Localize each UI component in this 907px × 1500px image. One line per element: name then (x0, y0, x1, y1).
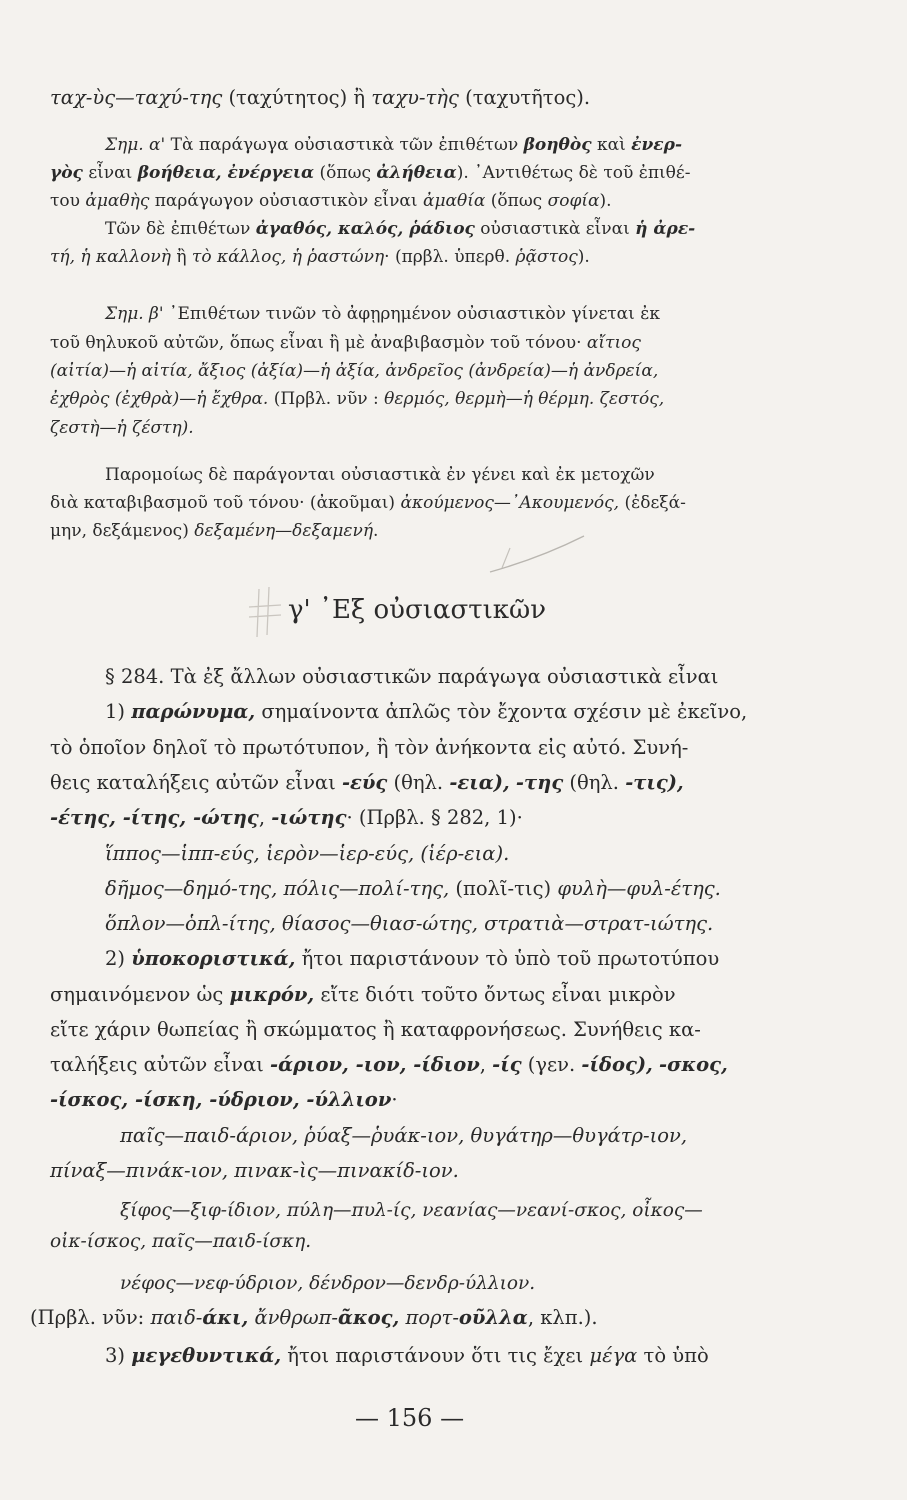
text: ἀμαθία (422, 191, 486, 211)
text: -της (515, 771, 564, 794)
section-line-3: τὸ ὁποῖον δηλοῖ τὸ πρωτότυπον, ἢ τὸν ἀνήκοντα εἰς αὐτό. Συνή- (50, 736, 689, 759)
text: μικρόν, (229, 983, 315, 1006)
text: ἀμαθὴς (85, 191, 150, 211)
note-a-line-5 (50, 249, 590, 266)
text: σοφία (547, 191, 600, 211)
text: άκι, (202, 1306, 249, 1329)
section-line-7 (105, 879, 721, 899)
text: (ταχύτητος) ἢ (222, 86, 372, 109)
text: ᾽Επιθέτων τινῶν τὸ ἀφῃρημένον οὐσιαστικὸν γίνεται ἐκ (163, 304, 660, 324)
text: ἡ ἀρε- (635, 219, 696, 239)
text: (γεν. (521, 1053, 582, 1076)
text: τή, ἡ καλλονὴ (50, 247, 171, 267)
text: -τις), (625, 771, 684, 794)
text: -έτης, -ίτης, -ώτης (50, 806, 259, 829)
text: -σκος, (659, 1053, 728, 1076)
text: -ίσκος, -ίσκη, -ύδριον, -ύλλιον (50, 1088, 392, 1111)
section-line-13 (50, 1090, 398, 1110)
text: -άριον, -ιον, -ίδιον (269, 1053, 480, 1076)
section-line-17: οἰκ-ίσκος, παῖς—παιδ-ίσκη. (50, 1231, 312, 1252)
text: (θηλ. (387, 771, 450, 794)
text: (Πρβλ. νῦν: (30, 1306, 151, 1329)
text: -εύς (341, 771, 388, 794)
text: ταχυ-τὴς (371, 86, 459, 109)
section-line-4 (50, 773, 684, 793)
text: τὸ κάλλος, ἡ ῥαστώνη (191, 247, 385, 267)
text: -ιώτης (271, 806, 347, 829)
text: γ' (288, 595, 311, 625)
text: ). (577, 247, 590, 267)
para-line-3 (50, 523, 378, 540)
note-a-line-4 (105, 221, 695, 238)
text: (ἐδεξά- (619, 493, 686, 513)
text: · (391, 1088, 398, 1111)
text: φυλὴ—φυλ-έτης. (551, 877, 721, 900)
page-number: — 156 — (355, 1404, 465, 1432)
text: ταλήξεις αὐτῶν εἶναι (50, 1053, 270, 1076)
note-a-line-1 (105, 137, 682, 154)
note-a-line-2 (50, 165, 690, 182)
top-line (50, 88, 590, 108)
text: μεγεθυντικά, (131, 1344, 282, 1367)
text: θερμός, θερμὴ—ἡ θέρμη. ζεστός, (384, 389, 665, 409)
text: μέγα (589, 1344, 638, 1367)
text: τὸ ὑπὸ (637, 1344, 709, 1367)
text: . (373, 521, 379, 541)
text: ἐχθρὸς (ἐχθρὰ)—ἡ ἔχθρα. (50, 389, 269, 409)
text: Τῶν δὲ ἐπιθέτων (105, 219, 256, 239)
text: , (258, 806, 272, 829)
text: ). (599, 191, 612, 211)
text: ἤτοι παριστάνουν τὸ ὑπὸ τοῦ πρωτοτύπου (295, 947, 720, 970)
text: οῦλλα (458, 1306, 528, 1329)
text: · (Πρβλ. § 282, 1)· (346, 806, 523, 829)
pencil-hash-mark (245, 585, 285, 640)
section-line-20 (105, 1346, 709, 1366)
text: δεξαμένη—δεξαμενή (194, 521, 374, 541)
section-line-6: ἵππος—ἱππ-εύς, ἱερὸν—ἱερ-εύς, (ἱέρ-εια). (105, 842, 510, 865)
text: διὰ καταβιβασμοῦ τοῦ τόνου· (ἀκοῦμαι) (50, 493, 401, 513)
text: του (50, 191, 86, 211)
text: 2) (105, 947, 132, 970)
section-line-16: ξίφος—ξιφ-ίδιον, πύλη—πυλ-ίς, νεανίας—νεανί-σκος, οἶκος— (120, 1200, 703, 1221)
text: εἶναι (82, 163, 138, 183)
pencil-stroke-mark (480, 528, 590, 578)
text: Τὰ παράγωγα οὐσιαστικὰ τῶν ἐπιθέτων (165, 135, 524, 155)
para-line-1: Παρομοίως δὲ παράγονται οὐσιαστικὰ ἐν γένει καὶ ἐκ μετοχῶν (105, 465, 655, 485)
text: -εια), (449, 771, 510, 794)
text: εἴτε διότι τοῦτο ὄντως εἶναι μικρὸν (314, 983, 676, 1006)
text: ἢ (170, 247, 192, 267)
text: τοῦ θηλυκοῦ αὐτῶν, ὅπως εἶναι ἢ μὲ ἀναβιβασμὸν τοῦ τόνου· (50, 333, 587, 353)
text: καὶ (591, 135, 632, 155)
section-line-12 (50, 1055, 728, 1075)
text: πορτ- (405, 1306, 459, 1329)
note-b-line-3: (αἰτία)—ἡ αἰτία, ἄξιος (ἀξία)—ἡ ἀξία, ἀνδρεῖος (ἀνδρεία)—ἡ ἀνδρεία, (50, 361, 659, 381)
text: ᾽Εξ οὐσιαστικῶν (310, 595, 547, 625)
text: Σημ. β' (105, 304, 164, 324)
text: παιδ- (150, 1306, 203, 1329)
text: ἄνθρωπ- (254, 1306, 339, 1329)
section-line-10 (50, 985, 676, 1005)
text: , (479, 1053, 493, 1076)
text: 1) (105, 700, 132, 723)
text: ᾶκος, (338, 1306, 400, 1329)
section-line-15: πίναξ—πινάκ-ιον, πινακ-ὶς—πινακίδ-ιον. (50, 1159, 459, 1182)
text: 3) (105, 1344, 132, 1367)
text: (ὅπως (485, 191, 548, 211)
text: σημαίνοντα ἁπλῶς τὸν ἔχοντα σχέσιν μὲ ἐκεῖνο, (255, 700, 748, 723)
text: βοηθὸς (523, 135, 592, 155)
text: · (πρβλ. ὑπερθ. (384, 247, 516, 267)
text: μην, δεξάμενος) (50, 521, 195, 541)
note-b-line-5: ζεστὴ—ἡ ζέστη). (50, 418, 194, 438)
text: ὑποκοριστικά, (131, 947, 296, 970)
note-b-line-4 (50, 391, 664, 408)
text: δῆμος—δημό-της, πόλις—πολί-της, (105, 877, 456, 900)
section-line-9 (105, 949, 719, 969)
text: ). ᾽Αντιθέτως δὲ τοῦ ἐπιθέ- (456, 163, 691, 183)
section-line-19 (30, 1308, 598, 1328)
text: θεις καταλήξεις αὐτῶν εἶναι (50, 771, 342, 794)
text: παράγωγον οὐσιαστικὸν εἶναι (149, 191, 423, 211)
text: ἐνερ- (631, 135, 682, 155)
text: γὸς (50, 163, 83, 183)
note-b-line-2 (50, 335, 641, 352)
text: , κλπ.). (527, 1306, 598, 1329)
text: ἤτοι παριστάνουν ὅτι τις ἔχει (281, 1344, 590, 1367)
text: Σημ. α' (105, 135, 166, 155)
section-line-1: § 284. Τὰ ἐξ ἄλλων οὐσιαστικῶν παράγωγα οὐσιαστικὰ εἶναι (105, 665, 719, 688)
text: -ίς (492, 1053, 522, 1076)
note-a-line-3 (50, 193, 612, 210)
text: οὐσιαστικὰ εἶναι (474, 219, 636, 239)
text: (ταχυτῆτος). (458, 86, 591, 109)
text: (πολῖ-τις) (455, 877, 552, 900)
text: βοήθεια, ἐνέργεια (137, 163, 315, 183)
text: ῥᾷστος (515, 247, 578, 267)
text: -ίδος), (581, 1053, 653, 1076)
section-line-8: ὅπλον—ὁπλ-ίτης, θίασος—θιασ-ώτης, στρατιὰ—στρατ-ιώτης. (105, 912, 714, 935)
section-heading (288, 597, 546, 623)
para-line-2 (50, 495, 686, 512)
section-line-5 (50, 808, 523, 828)
text: (θηλ. (563, 771, 626, 794)
section-line-11: εἴτε χάριν θωπείας ἢ σκώμματος ἢ καταφρονήσεως. Συνήθεις κα- (50, 1018, 701, 1041)
text: παρώνυμα, (131, 700, 256, 723)
text: αἴτιος (586, 333, 641, 353)
text: ἀλήθεια (376, 163, 457, 183)
section-line-14: παῖς—παιδ-άριον, ῥύαξ—ῥυάκ-ιον, θυγάτηρ—θυγάτρ-ιον, (120, 1124, 688, 1147)
section-line-2 (105, 702, 747, 722)
note-b-line-1 (105, 306, 660, 323)
text: (Πρβλ. νῦν : (268, 389, 385, 409)
text: ἀκούμενος—᾽Ακουμενός, (400, 493, 620, 513)
section-line-18: νέφος—νεφ-ύδριον, δένδρον—δενδρ-ύλλιον. (120, 1273, 536, 1294)
text: ἀγαθός, καλός, ῥάδιος (255, 219, 475, 239)
text: ταχ-ὺς—ταχύ-της (50, 86, 223, 109)
text: (ὅπως (314, 163, 377, 183)
text: σημαινόμενον ὡς (50, 983, 230, 1006)
